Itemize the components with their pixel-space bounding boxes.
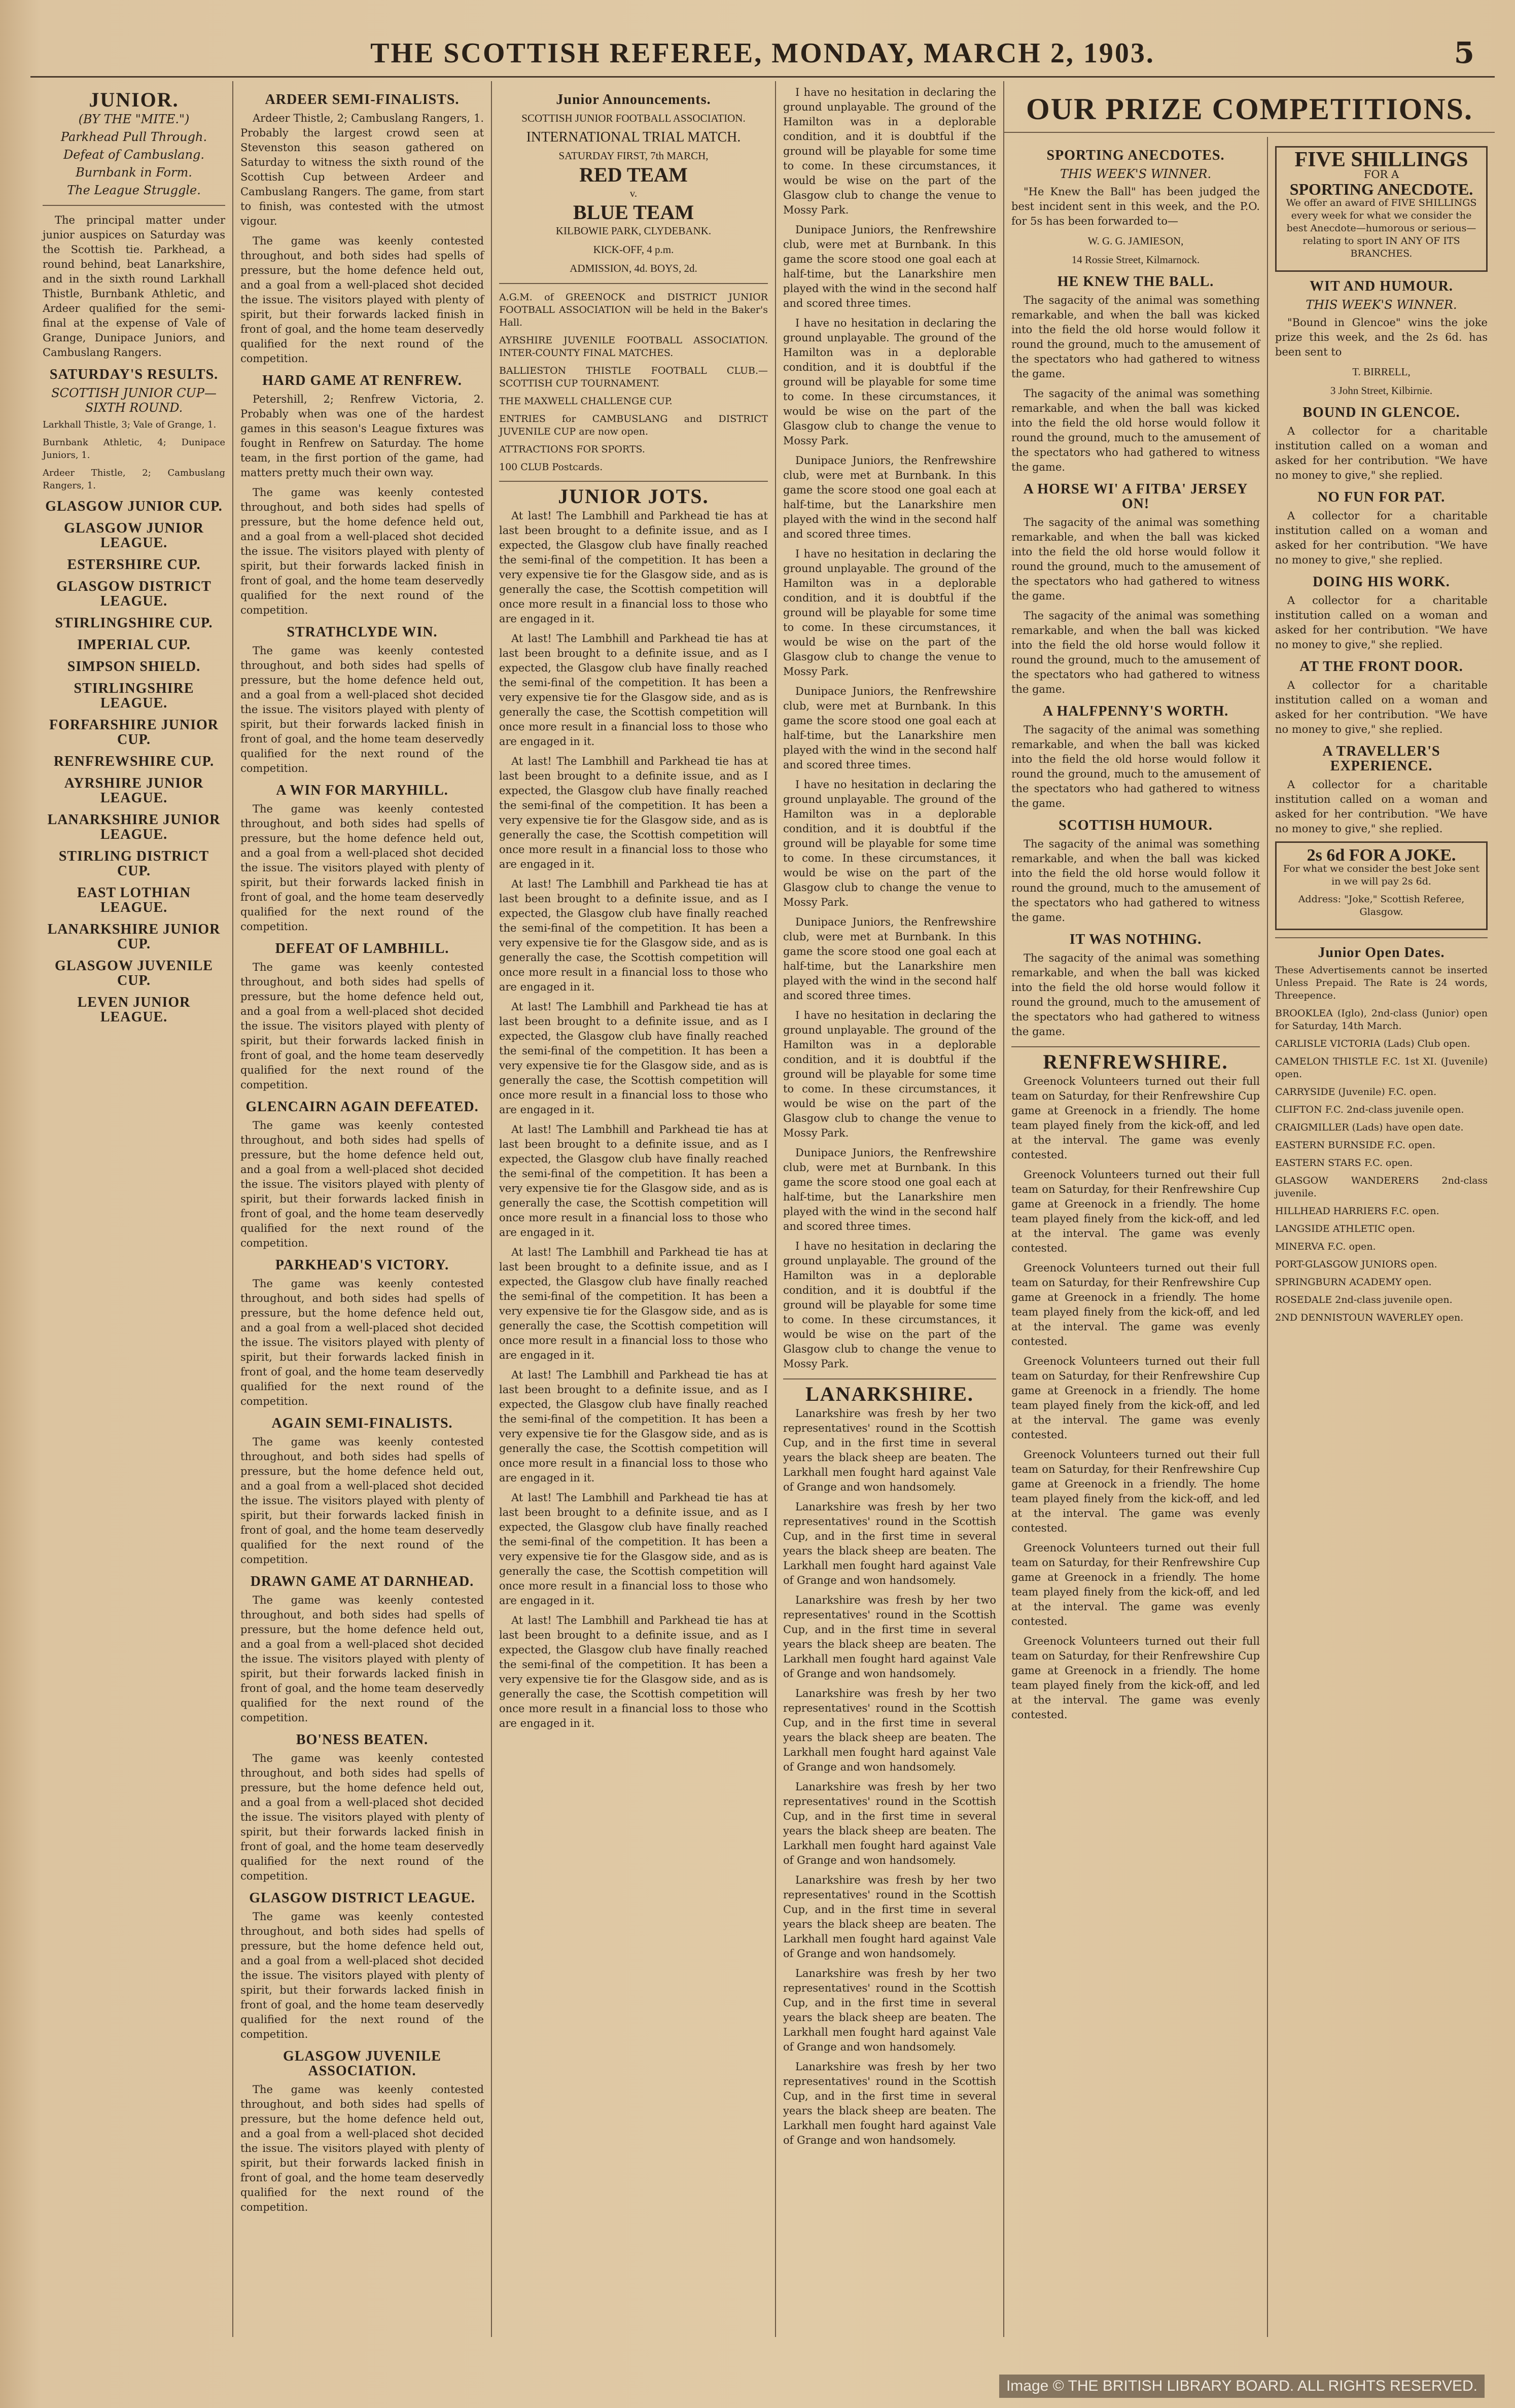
masthead-title: THE SCOTTISH REFEREE, MONDAY, MARCH 2, 1903. [370,38,1155,69]
result-section: LANARKSHIRE JUNIOR LEAGUE. [47,812,221,842]
report-body: Petershill, 2; Renfrew Victoria, 2. Probably when was one of the hardest games in this season's League fixtures was fought in Renfrew on Saturday. The home team, in the first portion of the game, had matters pretty much their own way. [240,393,484,479]
jots-continued: I have no hesitation in declaring the ground unplayable. The ground of the Hamilton was in a deplorable condition, and it is doubtful if the ground will be playable for some time to come. In these circumstances, it would be wise on the part of the Glasgow club to change the venue to Mossy Park. [783,317,996,447]
jots-continued: Dunipace Juniors, the Renfrewshire club, were met at Burnbank. In this game the score stood one goal each at half-time, but the Lanarkshire men played with the wind in the second half and scored three times. [783,916,996,1002]
lanarkshire-body: Lanarkshire was fresh by her two representatives' round in the Scottish Cup, and in the first time in several years the black sheep are beaten. The Larkhall men fought hard against Vale of Grange and won handsomely. [783,1687,996,1773]
open-date-entry: HILLHEAD HARRIERS F.C. open. [1275,1206,1439,1217]
open-date-entry: CLIFTON F.C. 2nd-class juvenile open. [1275,1104,1464,1115]
jots-body: At last! The Lambhill and Parkhead tie has at last been brought to a definite issue, and as I expected, the Glasgow club have finally reached the semi-final of the competition. It has been a very expensive tie for the Glasgow side, and as is generally the case, the Scottish competition will once more result in a financial loss to those who are engaged in it. [499,1492,768,1607]
anecdote-body: The sagacity of the animal was something remarkable, and when the ball was kicked into the field the old horse would follow it round the ground, much to the amusement of the spectators who had gathered to witness the game. [1011,838,1260,924]
jots-continued: I have no hesitation in declaring the ground unplayable. The ground of the Hamilton was in a deplorable condition, and it is doubtful if the ground will be playable for some time to come. In these circumstances, it would be wise on the part of the Glasgow club to change the venue to Mossy Park. [783,548,996,678]
report-body: The game was keenly contested throughout, and both sides had spells of pressure, but the home defence held out, and a goal from a well-placed shot decided the issue. The visitors played with plenty of spirit, but their forwards lacked finish in front of goal, and the home team deservedly qualified for the next round of the competition. [240,1436,484,1566]
wit-winner-address: 3 John Street, Kilbirnie. [1330,384,1433,397]
junior-deck-2: Defeat of Cambuslang. [63,148,205,162]
joke-address: Address: "Joke," Scottish Referee, Glasgow. [1298,894,1465,917]
renfrewshire-body: Greenock Volunteers turned out their full team on Saturday, for their Renfrewshire Cup game at Greenock in a friendly. The home team played finely from the kick-off, and led at the interval. The game was evenly contested. [1011,1262,1260,1348]
result-section: GLASGOW JUNIOR CUP. [45,499,223,514]
jots-body: At last! The Lambhill and Parkhead tie has at last been brought to a definite issue, and as I expected, the Glasgow club have finally reached the semi-final of the competition. It has been a very expensive tie for the Glasgow side, and as is generally the case, the Scottish competition will once more result in a financial loss to those who are engaged in it. [499,1123,768,1238]
report-body: The game was keenly contested throughout, and both sides had spells of pressure, but the home defence held out, and a goal from a well-placed shot decided the issue. The visitors played with plenty of spirit, but their forwards lacked finish in front of goal, and the home team deservedly qualified for the next round of the competition. [240,961,484,1091]
trial-date: SATURDAY FIRST, 7th MARCH, [558,150,709,162]
column-sporting-anecdotes [1004,137,1268,2337]
open-date-entry: CRAIGMILLER (Lads) have open date. [1275,1122,1464,1133]
joke-title: NO FUN FOR PAT. [1317,489,1446,505]
lanarkshire-body: Lanarkshire was fresh by her two representatives' round in the Scottish Cup, and in the first time in several years the black sheep are beaten. The Larkhall men fought hard against Vale of Grange and won handsomely. [783,2061,996,2146]
report-body: The game was keenly contested throughout, and both sides had spells of pressure, but the home defence held out, and a goal from a well-placed shot decided the issue. The visitors played with plenty of spirit, but their forwards lacked finish in front of goal, and the home team deservedly qualified for the next round of the competition. [240,1278,484,1407]
anecdote-body: The sagacity of the animal was something remarkable, and when the ball was kicked into the field the old horse would follow it round the ground, much to the amusement of the spectators who had gathered to witness the game. [1011,610,1260,695]
open-date-entry: EASTERN BURNSIDE F.C. open. [1275,1140,1436,1151]
kickoff: KICK-OFF, 4 p.m. [593,243,674,256]
report-body: The game was keenly contested throughout, and both sides had spells of pressure, but the home defence held out, and a goal from a well-placed shot decided the issue. The visitors played with plenty of spirit, but their forwards lacked finish in front of goal, and the home team deservedly qualified for the next round of the competition. [240,1910,484,2040]
lanarkshire-body: Lanarkshire was fresh by her two representatives' round in the Scottish Cup, and in the first time in several years the black sheep are beaten. The Larkhall men fought hard against Vale of Grange and won handsomely. [783,1407,996,1493]
renfrewshire-body: Greenock Volunteers turned out their full team on Saturday, for their Renfrewshire Cup game at Greenock in a friendly. The home team played finely from the kick-off, and led at the interval. The game was evenly contested. [1011,1075,1260,1161]
result-section: STIRLINGSHIRE LEAGUE. [74,681,194,711]
wit-winner-text: "Bound in Glencoe" wins the joke prize this week, and the 2s 6d. has been sent to [1275,316,1488,358]
result-section: ESTERSHIRE CUP. [67,557,201,573]
anecdote-winner-address: 14 Rossie Street, Kilmarnock. [1071,254,1200,266]
anecdote-title: A HALFPENNY'S WORTH. [1042,703,1229,719]
open-date-entry: SPRINGBURN ACADEMY open. [1275,1277,1432,1288]
joke-title: A TRAVELLER'S EXPERIENCE. [1322,743,1440,774]
jots-body: At last! The Lambhill and Parkhead tie has at last been brought to a definite issue, and as I expected, the Glasgow club have finally reached the semi-final of the competition. It has been a very expensive tie for the Glasgow side, and as is generally the case, the Scottish competition will once more result in a financial loss to those who are engaged in it. [499,878,768,993]
announcements-heading: Junior Announcements. [556,92,711,108]
trial-match: INTERNATIONAL TRIAL MATCH. [526,129,741,145]
joke-body: A collector for a charitable institution called on a woman and asked for her contribution. "We have no money to give," she replied. [1275,778,1488,835]
jots-body: At last! The Lambhill and Parkhead tie has at last been brought to a definite issue, and as I expected, the Glasgow club have finally reached the semi-final of the competition. It has been a very expensive tie for the Glasgow side, and as is generally the case, the Scottish competition will once more result in a financial loss to those who are engaged in it. [499,755,768,870]
renfrewshire-body: Greenock Volunteers turned out their full team on Saturday, for their Renfrewshire Cup game at Greenock in a friendly. The home team played finely from the kick-off, and led at the interval. The game was evenly contested. [1011,1542,1260,1627]
lanarkshire-body: Lanarkshire was fresh by her two representatives' round in the Scottish Cup, and in the first time in several years the black sheep are beaten. The Larkhall men fought hard against Vale of Grange and won handsomely. [783,1874,996,1960]
open-date-entry: PORT-GLASGOW JUNIORS open. [1275,1259,1437,1270]
open-date-entry: GLASGOW WANDERERS 2nd-class juvenile. [1275,1175,1488,1199]
report-body: Ardeer Thistle, 2; Cambuslang Rangers, 1. Probably the largest crowd seen at Stevenston this season gathered on Saturday to witness the sixth round of the Scottish Cup between Ardeer and Cambuslang Rangers. The game, from start to finish, was contested with the utmost vigour. [240,112,484,227]
open-dates-note: These Advertisements cannot be inserted Unless Prepaid. The Rate is 24 words, Threepence. [1275,965,1488,1001]
result-section: EAST LOTHIAN LEAGUE. [77,885,191,915]
junior-deck-3: Burnbank in Form. [76,165,192,180]
page-number: 5 [1454,36,1474,70]
joke-body: A collector for a charitable institution called on a woman and asked for her contribution. "We have no money to give," she replied. [1275,594,1488,651]
report-heading: DRAWN GAME AT DARNHEAD. [250,1574,474,1589]
result-section: SIMPSON SHIELD. [67,659,201,675]
five-shillings-box [1275,146,1488,272]
jots-continued: I have no hesitation in declaring the ground unplayable. The ground of the Hamilton was in a deplorable condition, and it is doubtful if the ground will be playable for some time to come. In these circumstances, it would be wise on the part of the Glasgow club to change the venue to Mossy Park. [783,1240,996,1370]
lanarkshire-heading: LANARKSHIRE. [805,1383,974,1405]
joke-body: A collector for a charitable institution called on a woman and asked for her contribution. "We have no money to give," she replied. [1275,510,1488,566]
anecdote-body: The sagacity of the animal was something remarkable, and when the ball was kicked into the field the old horse would follow it round the ground, much to the amusement of the spectators who had gathered to witness the game. [1011,387,1260,473]
junior-deck-1: Parkhead Pull Through. [60,130,207,144]
jots-heading: JUNIOR JOTS. [558,485,709,508]
jots-continued: Dunipace Juniors, the Renfrewshire club, were met at Burnbank. In this game the score stood one goal each at half-time, but the Lanarkshire men played with the wind in the second half and scored three times. [783,224,996,309]
versus: v. [629,187,638,199]
anecdote-offer: We offer an award of FIVE SHILLINGS every week for what we consider the best Anecdote—humorous or serious—relating to sport IN ANY OF ITS BRANCHES. [1286,197,1477,259]
result-line: Burnbank Athletic, 4; Dunipace Juniors, 1. [43,437,225,461]
anecdote-body: The sagacity of the animal was something remarkable, and when the ball was kicked into the field the old horse would follow it round the ground, much to the amusement of the spectators who had gathered to witness the game. [1011,952,1260,1038]
result-line: Larkhall Thistle, 3; Vale of Grange, 1. [43,419,217,430]
lanarkshire-body: Lanarkshire was fresh by her two representatives' round in the Scottish Cup, and in the first time in several years the black sheep are beaten. The Larkhall men fought hard against Vale of Grange and won handsomely. [783,1967,996,2053]
result-section: STIRLINGSHIRE CUP. [55,615,213,631]
report-body: The game was keenly contested throughout, and both sides had spells of pressure, but the home defence held out, and a goal from a well-placed shot decided the issue. The visitors played with plenty of spirit, but their forwards lacked finish in front of goal, and the home team deservedly qualified for the next round of the competition. [240,235,484,365]
column-wit-humour [1268,137,1495,2337]
result-section: LEVEN JUNIOR LEAGUE. [77,995,191,1025]
renfrewshire-body: Greenock Volunteers turned out their full team on Saturday, for their Renfrewshire Cup game at Greenock in a friendly. The home team played finely from the kick-off, and led at the interval. The game was evenly contested. [1011,1168,1260,1254]
report-heading: DEFEAT OF LAMBHILL. [275,941,449,957]
lanarkshire-body: Lanarkshire was fresh by her two representatives' round in the Scottish Cup, and in the first time in several years the black sheep are beaten. The Larkhall men fought hard against Vale of Grange and won handsomely. [783,1781,996,1866]
report-body: The game was keenly contested throughout, and both sides had spells of pressure, but the home defence held out, and a goal from a well-placed shot decided the issue. The visitors played with plenty of spirit, but their forwards lacked finish in front of goal, and the home team deservedly qualified for the next round of the competition. [240,1119,484,1249]
column-junior [36,81,233,2337]
copyright-footer: Image © THE BRITISH LIBRARY BOARD. ALL RIGHTS RESERVED. [999,2375,1485,2398]
report-heading: BO'NESS BEATEN. [296,1732,429,1748]
anecdote-body: The sagacity of the animal was something remarkable, and when the ball was kicked into the field the old horse would follow it round the ground, much to the amusement of the spectators who had gathered to witness the game. [1011,724,1260,809]
jots-continued: I have no hesitation in declaring the ground unplayable. The ground of the Hamilton was in a deplorable condition, and it is doubtful if the ground will be playable for some time to come. In these circumstances, it would be wise on the part of the Glasgow club to change the venue to Mossy Park. [783,778,996,908]
results-heading: SATURDAY'S RESULTS. [49,367,219,382]
sporting-anecdotes-heading: SPORTING ANECDOTES. [1046,148,1225,163]
report-heading: GLASGOW JUVENILE ASSOCIATION. [283,2048,441,2079]
report-heading: AGAIN SEMI-FINALISTS. [271,1415,453,1431]
result-section: IMPERIAL CUP. [77,637,191,653]
report-heading: GLASGOW DISTRICT LEAGUE. [249,1890,475,1906]
open-date-entry: EASTERN STARS F.C. open. [1275,1157,1413,1168]
five-shillings-title: FIVE SHILLINGS [1294,148,1468,171]
report-body: The game was keenly contested throughout, and both sides had spells of pressure, but the home defence held out, and a goal from a well-placed shot decided the issue. The visitors played with plenty of spirit, but their forwards lacked finish in front of goal, and the home team deservedly qualified for the next round of the competition. [240,645,484,774]
announcement-ad: ATTRACTIONS FOR SPORTS. [499,444,645,455]
report-heading: A WIN FOR MARYHILL. [276,783,448,798]
joke-prize-box [1275,841,1488,930]
report-heading: STRATHCLYDE WIN. [287,624,438,640]
report-body: The game was keenly contested throughout, and both sides had spells of pressure, but the home defence held out, and a goal from a well-placed shot decided the issue. The visitors played with plenty of spirit, but their forwards lacked finish in front of goal, and the home team deservedly qualified for the next round of the competition. [240,1594,484,1724]
jots-body: At last! The Lambhill and Parkhead tie has at last been brought to a definite issue, and as I expected, the Glasgow club have finally reached the semi-final of the competition. It has been a very expensive tie for the Glasgow side, and as is generally the case, the Scottish competition will once more result in a financial loss to those who are engaged in it. [499,1369,768,1484]
renfrewshire-body: Greenock Volunteers turned out their full team on Saturday, for their Renfrewshire Cup game at Greenock in a friendly. The home team played finely from the kick-off, and led at the interval. The game was evenly contested. [1011,1355,1260,1441]
result-section: GLASGOW JUVENILE CUP. [55,958,213,988]
results-subheading: SCOTTISH JUNIOR CUP—SIXTH ROUND. [51,386,217,415]
jots-continued: I have no hesitation in declaring the ground unplayable. The ground of the Hamilton was in a deplorable condition, and it is doubtful if the ground will be playable for some time to come. In these circumstances, it would be wise on the part of the Glasgow club to change the venue to Mossy Park. [783,86,996,216]
anecdote-winner-text: "He Knew the Ball" has been judged the best incident sent in this week, and the P.O. for 5s has been forwarded to— [1011,186,1260,227]
wit-winner-name: T. BIRRELL, [1352,366,1411,378]
association-name: SCOTTISH JUNIOR FOOTBALL ASSOCIATION. [521,112,746,124]
report-body: The game was keenly contested throughout, and both sides had spells of pressure, but the home defence held out, and a goal from a well-placed shot decided the issue. The visitors played with plenty of spirit, but their forwards lacked finish in front of goal, and the home team deservedly qualified for the next round of the competition. [240,803,484,933]
junior-intro: The principal matter under junior auspices on Saturday was the Scottish tie. Parkhead, a round behind, beat Lanarkshire, and in the sixth round Larkhall Thistle, Burnbank Athletic, and Ardeer qualified for the semi-final at the expense of Vale of Grange, Dunipace Juniors, and Cambuslang Rangers. [43,214,225,359]
report-body: The game was keenly contested throughout, and both sides had spells of pressure, but the home defence held out, and a goal from a well-placed shot decided the issue. The visitors played with plenty of spirit, but their forwards lacked finish in front of goal, and the home team deservedly qualified for the next round of the competition. [240,1752,484,1882]
anecdote-winner-name: W. G. G. JAMIESON, [1087,235,1184,247]
wit-humour-heading: WIT AND HUMOUR. [1310,278,1453,294]
wit-winner-heading: THIS WEEK'S WINNER. [1306,298,1457,312]
masthead [30,30,1495,78]
jots-continued: Dunipace Juniors, the Renfrewshire club, were met at Burnbank. In this game the score stood one goal each at half-time, but the Lanarkshire men played with the wind in the second half and scored three times. [783,1147,996,1232]
open-date-entry: CAMELON THISTLE F.C. 1st XI. (Juvenile) open. [1275,1056,1488,1080]
anecdote-title: HE KNEW THE BALL. [1057,274,1214,290]
joke-title: BOUND IN GLENCOE. [1302,405,1460,420]
open-date-entry: LANGSIDE ATHLETIC open. [1275,1223,1416,1234]
joke-body: A collector for a charitable institution called on a woman and asked for her contribution. "We have no money to give," she replied. [1275,425,1488,481]
result-section: RENFREWSHIRE CUP. [53,754,215,769]
open-dates-heading: Junior Open Dates. [1318,945,1445,961]
admission: ADMISSION, 4d. BOYS, 2d. [570,262,697,274]
open-date-entry: ROSEDALE 2nd-class juvenile open. [1275,1294,1453,1305]
anecdote-winner-heading: THIS WEEK'S WINNER. [1060,167,1212,181]
columns [36,81,1495,2337]
prize-competitions-title: OUR PRIZE COMPETITIONS. [1004,86,1495,133]
result-section: AYRSHIRE JUNIOR LEAGUE. [64,775,204,806]
for-a-label: FOR A [1363,168,1399,181]
jots-continued: I have no hesitation in declaring the ground unplayable. The ground of the Hamilton was in a deplorable condition, and it is doubtful if the ground will be playable for some time to come. In these circumstances, it would be wise on the part of the Glasgow club to change the venue to Mossy Park. [783,1009,996,1139]
announcement-ad: BALLIESTON THISTLE FOOTBALL CLUB.—SCOTTISH CUP TOURNAMENT. [499,365,768,389]
result-line: Ardeer Thistle, 2; Cambuslang Rangers, 1. [43,468,225,491]
jots-body: At last! The Lambhill and Parkhead tie has at last been brought to a definite issue, and as I expected, the Glasgow club have finally reached the semi-final of the competition. It has been a very expensive tie for the Glasgow side, and as is generally the case, the Scottish competition will once more result in a financial loss to those who are engaged in it. [499,510,768,625]
open-date-entry: CARRYSIDE (Juvenile) F.C. open. [1275,1086,1437,1097]
jots-body: At last! The Lambhill and Parkhead tie has at last been brought to a definite issue, and as I expected, the Glasgow club have finally reached the semi-final of the competition. It has been a very expensive tie for the Glasgow side, and as is generally the case, the Scottish competition will once more result in a financial loss to those who are engaged in it. [499,632,768,748]
junior-deck-4: The League Struggle. [67,183,201,197]
column-announcements [492,81,776,2337]
report-heading: GLENCAIRN AGAIN DEFEATED. [245,1099,479,1115]
joke-title: DOING HIS WORK. [1313,574,1450,590]
result-section: GLASGOW JUNIOR LEAGUE. [64,520,204,551]
lanarkshire-body: Lanarkshire was fresh by her two representatives' round in the Scottish Cup, and in the first time in several years the black sheep are beaten. The Larkhall men fought hard against Vale of Grange and won handsomely. [783,1501,996,1586]
result-section: STIRLING DISTRICT CUP. [58,848,209,879]
result-section: FORFARSHIRE JUNIOR CUP. [49,717,219,748]
report-body: The game was keenly contested throughout, and both sides had spells of pressure, but the home defence held out, and a goal from a well-placed shot decided the issue. The visitors played with plenty of spirit, but their forwards lacked finish in front of goal, and the home team deservedly qualified for the next round of the competition. [240,486,484,616]
anecdote-title: SCOTTISH HUMOUR. [1059,818,1213,833]
report-heading: PARKHEAD'S VICTORY. [275,1257,449,1273]
result-section: LANARKSHIRE JUNIOR CUP. [47,922,221,952]
sporting-anecdote-label: SPORTING ANECDOTE. [1289,180,1473,198]
open-date-entry: MINERVA F.C. open. [1275,1241,1376,1252]
jots-continued: Dunipace Juniors, the Renfrewshire club, were met at Burnbank. In this game the score stood one goal each at half-time, but the Lanarkshire men played with the wind in the second half and scored three times. [783,685,996,771]
junior-byline: (BY THE "MITE.") [78,112,190,126]
anecdote-title: IT WAS NOTHING. [1069,932,1202,947]
renfrewshire-body: Greenock Volunteers turned out their full team on Saturday, for their Renfrewshire Cup game at Greenock in a friendly. The home team played finely from the kick-off, and led at the interval. The game was evenly contested. [1011,1635,1260,1721]
announcement-ad: 100 CLUB Postcards. [499,462,603,473]
result-section: GLASGOW DISTRICT LEAGUE. [56,579,212,609]
announcement-ad: A.G.M. of GREENOCK and DISTRICT JUNIOR FOOTBALL ASSOCIATION will be held in the Baker's Hall. [499,292,768,328]
junior-heading: JUNIOR. [89,88,179,111]
report-heading: ARDEER SEMI-FINALISTS. [265,92,460,108]
announcement-ad: AYRSHIRE JUVENILE FOOTBALL ASSOCIATION. INTER-COUNTY FINAL MATCHES. [499,335,768,359]
joke-body: A collector for a charitable institution called on a woman and asked for her contribution. "We have no money to give," she replied. [1275,679,1488,735]
team-red: RED TEAM [579,163,688,186]
column-reports [233,81,492,2337]
open-date-entry: 2ND DENNISTOUN WAVERLEY open. [1275,1312,1464,1323]
joke-title: AT THE FRONT DOOR. [1299,659,1463,675]
jots-body: At last! The Lambhill and Parkhead tie has at last been brought to a definite issue, and as I expected, the Glasgow club have finally reached the semi-final of the competition. It has been a very expensive tie for the Glasgow side, and as is generally the case, the Scottish competition will once more result in a financial loss to those who are engaged in it. [499,1246,768,1361]
open-date-entry: CARLISLE VICTORIA (Lads) Club open. [1275,1038,1470,1049]
report-body: The game was keenly contested throughout, and both sides had spells of pressure, but the home defence held out, and a goal from a well-placed shot decided the issue. The visitors played with plenty of spirit, but their forwards lacked finish in front of goal, and the home team deservedly qualified for the next round of the competition. [240,2083,484,2213]
jots-body: At last! The Lambhill and Parkhead tie has at last been brought to a definite issue, and as I expected, the Glasgow club have finally reached the semi-final of the competition. It has been a very expensive tie for the Glasgow side, and as is generally the case, the Scottish competition will once more result in a financial loss to those who are engaged in it. [499,1614,768,1729]
venue: KILBOWIE PARK, CLYDEBANK. [555,225,712,237]
joke-prize-text: For what we consider the best Joke sent in we will pay 2s 6d. [1283,863,1480,887]
anecdote-body: The sagacity of the animal was something remarkable, and when the ball was kicked into the field the old horse would follow it round the ground, much to the amusement of the spectators who had gathered to witness the game. [1011,294,1260,380]
renfrewshire-heading: RENFREWSHIRE. [1043,1050,1228,1073]
anecdote-body: The sagacity of the animal was something remarkable, and when the ball was kicked into the field the old horse would follow it round the ground, much to the amusement of the spectators who had gathered to witness the game. [1011,516,1260,602]
anecdote-title: A HORSE WI' A FITBA' JERSEY ON! [1023,481,1248,512]
lanarkshire-body: Lanarkshire was fresh by her two representatives' round in the Scottish Cup, and in the first time in several years the black sheep are beaten. The Larkhall men fought hard against Vale of Grange and won handsomely. [783,1594,996,1680]
open-date-entry: BROOKLEA (Iglo), 2nd-class (Junior) open for Saturday, 14th March. [1275,1008,1488,1032]
column-jots-continued [776,81,1004,2337]
report-heading: HARD GAME AT RENFREW. [262,373,462,388]
announcement-ad: ENTRIES for CAMBUSLANG and DISTRICT JUVENILE CUP are now open. [499,413,768,437]
joke-prize-title: 2s 6d FOR A JOKE. [1307,846,1456,865]
jots-body: At last! The Lambhill and Parkhead tie has at last been brought to a definite issue, and as I expected, the Glasgow club have finally reached the semi-final of the competition. It has been a very expensive tie for the Glasgow side, and as is generally the case, the Scottish competition will once more result in a financial loss to those who are engaged in it. [499,1001,768,1116]
team-blue: BLUE TEAM [573,201,694,224]
jots-continued: Dunipace Juniors, the Renfrewshire club, were met at Burnbank. In this game the score stood one goal each at half-time, but the Lanarkshire men played with the wind in the second half and scored three times. [783,454,996,540]
announcement-ad: THE MAXWELL CHALLENGE CUP. [499,396,673,407]
renfrewshire-body: Greenock Volunteers turned out their full team on Saturday, for their Renfrewshire Cup game at Greenock in a friendly. The home team played finely from the kick-off, and led at the interval. The game was evenly contested. [1011,1448,1260,1534]
